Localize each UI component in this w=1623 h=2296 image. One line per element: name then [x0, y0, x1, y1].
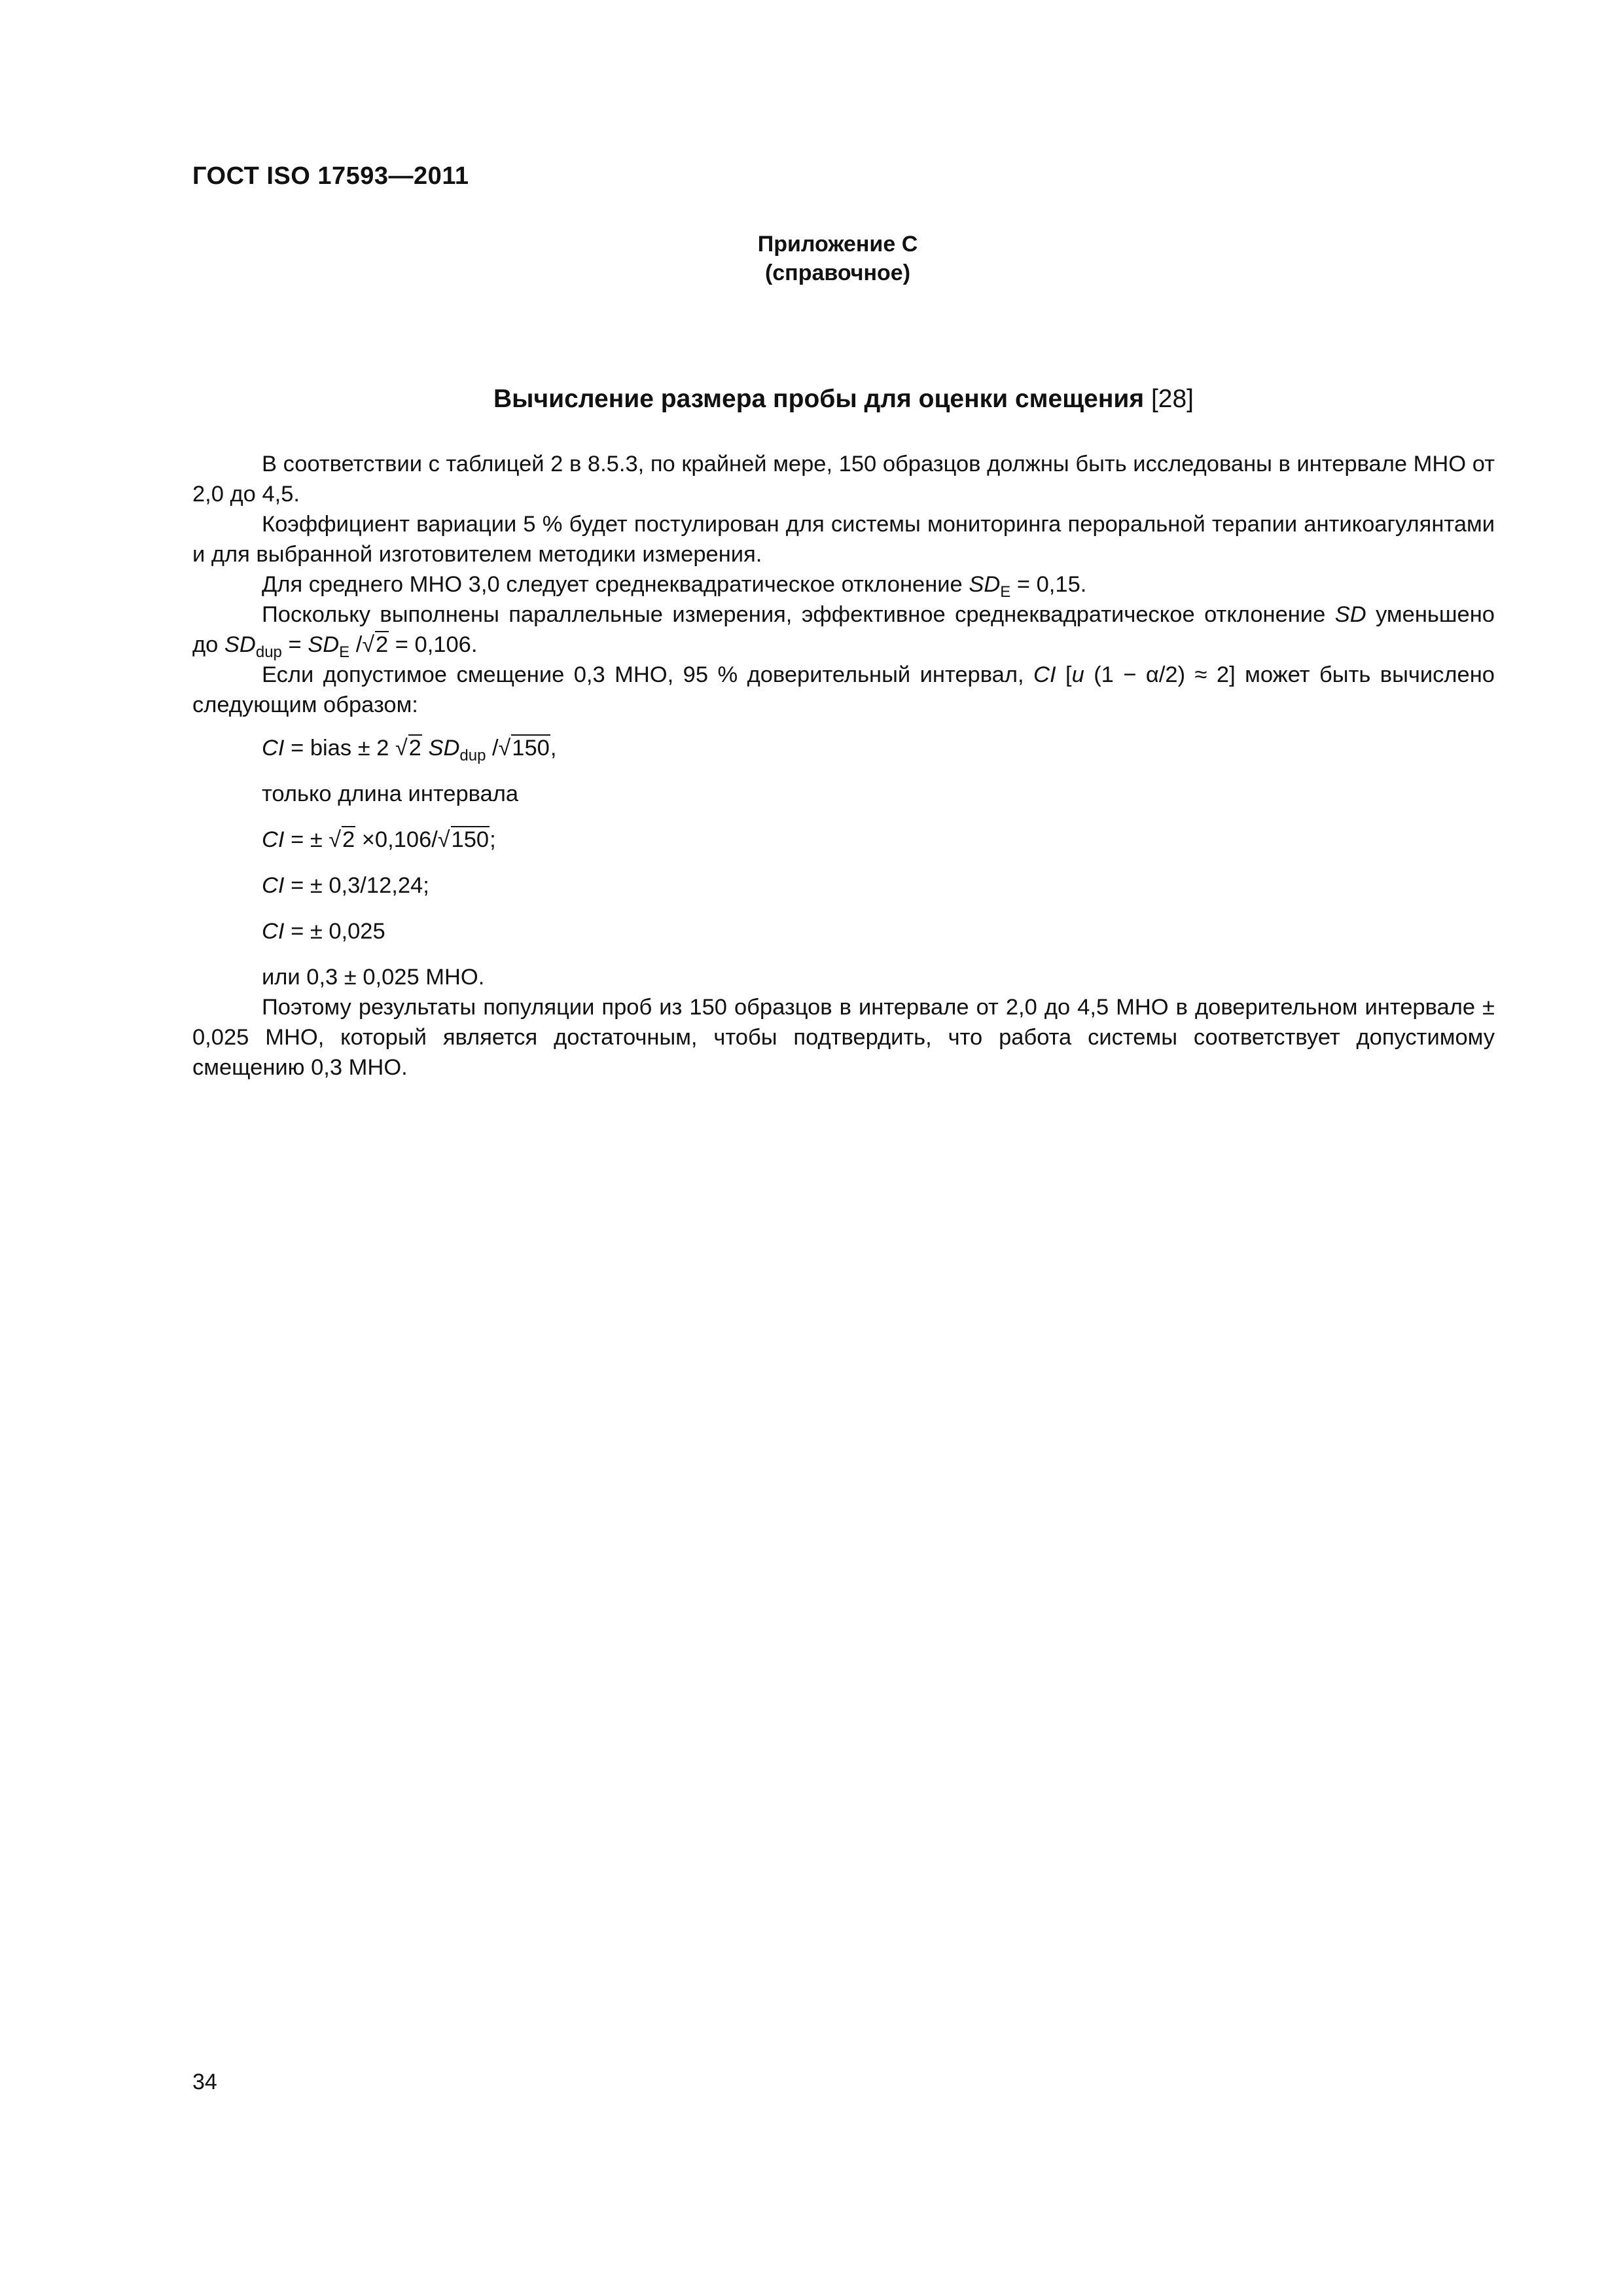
p3-sd-subscript: E [1000, 583, 1011, 601]
formula-5 [262, 916, 1495, 946]
p4-equals: = [281, 632, 308, 657]
document-code: ГОСТ ISO 17593—2011 [192, 162, 469, 190]
formula-6: или 0,3 ± 0,025 МНО. [262, 965, 485, 990]
p4-e-subscript: E [339, 643, 350, 661]
sqrt-symbol-icon: √2 [329, 827, 355, 852]
sqrt-symbol-icon: √150 [437, 827, 490, 852]
p5-ci-symbol: CI [1033, 662, 1056, 687]
p4-dup-subscript: dup [255, 643, 282, 661]
formula-1 [262, 733, 1495, 763]
p3-value: = 0,15. [1010, 572, 1087, 597]
f1-sd-symbol: SD [421, 736, 460, 761]
f3-text-2: ×0,106/ [355, 827, 438, 852]
p5-text: Если допустимое смещение 0,3 МНО, 95 % доверительный интервал, [262, 662, 1034, 687]
f1-ci-symbol: CI [262, 736, 285, 761]
formula-3 [262, 825, 1495, 855]
section-title-text: Вычисление размера пробы для оценки смещения [493, 385, 1145, 413]
p4-text: Поскольку выполнены параллельные измерения, эффективное среднеквадратическое отклонение [262, 602, 1335, 627]
section-reference: [28] [1150, 385, 1194, 413]
p4-radicand: 2 [376, 632, 389, 657]
formula-2: только длина интервала [262, 781, 519, 806]
formula-4 [262, 870, 1495, 901]
f3-ci-symbol: CI [262, 827, 285, 852]
f1-radicand-1: 2 [408, 736, 421, 761]
p3-text: Для среднего МНО 3,0 следует среднеквадратическое отклонение [262, 572, 969, 597]
f5-ci-symbol: CI [262, 919, 285, 944]
p5-text-2: (1 − α/2) ≈ 2] может быть вычислено следующим образом: [192, 662, 1495, 717]
p4-slash: / [349, 632, 363, 657]
f1-slash: / [486, 736, 499, 761]
page-number: 34 [192, 2070, 217, 2094]
p4-sd-symbol: SD [1334, 602, 1366, 627]
f4-text: = ± 0,3/12,24; [284, 873, 429, 898]
document-body [192, 449, 1495, 1083]
f5-text: = ± 0,025 [284, 919, 385, 944]
paragraph-1: В соответствии с таблицей 2 в 8.5.3, по крайней мере, 150 образцов должны быть исследованы в интервале МНО от 2,0 до 4,5. [192, 452, 1495, 507]
f3-text: = ± [284, 827, 329, 852]
p3-sd-symbol: SD [969, 572, 1001, 597]
p5-bracket: [ [1056, 662, 1072, 687]
sqrt-symbol-icon: √2 [362, 632, 389, 657]
paragraph-4 [192, 600, 1495, 660]
f4-ci-symbol: CI [262, 873, 285, 898]
f3-radicand-1: 2 [342, 827, 355, 852]
p5-u-symbol: u [1071, 662, 1084, 687]
p4-sd-dup-symbol: SD [224, 632, 256, 657]
sqrt-symbol-icon: √150 [498, 736, 550, 761]
paragraph-3 [192, 569, 1495, 600]
f3-radicand-2: 150 [451, 827, 490, 852]
paragraph-2: Коэффициент вариации 5 % будет постулирован для системы мониторинга пероральной терапии антикоагулянтами и для выбранной изготовителем методики измерения. [192, 512, 1495, 567]
f1-end: , [550, 736, 557, 761]
p4-text-2: уменьшено до [192, 602, 1495, 657]
p4-sd-e-symbol: SD [308, 632, 340, 657]
annex-title: Приложение С [757, 232, 918, 257]
paragraph-5 [192, 660, 1495, 720]
sqrt-symbol-icon: √2 [395, 736, 421, 761]
annex-kind: (справочное) [764, 260, 911, 285]
paragraph-6: Поэтому результаты популяции проб из 150 образцов в интервале от 2,0 до 4,5 МНО в доверительном интервале ± 0,025 МНО, который является достаточным, чтобы подтвердить, что работа системы соответствует допустимому смещению 0,3 МНО. [192, 995, 1495, 1080]
p4-result: = 0,106. [389, 632, 478, 657]
f3-end: ; [490, 827, 496, 852]
f1-dup-subscript: dup [459, 747, 486, 764]
section-title [192, 385, 1495, 414]
f1-text: = bias ± 2 [284, 736, 395, 761]
f1-radicand-2: 150 [512, 736, 550, 761]
